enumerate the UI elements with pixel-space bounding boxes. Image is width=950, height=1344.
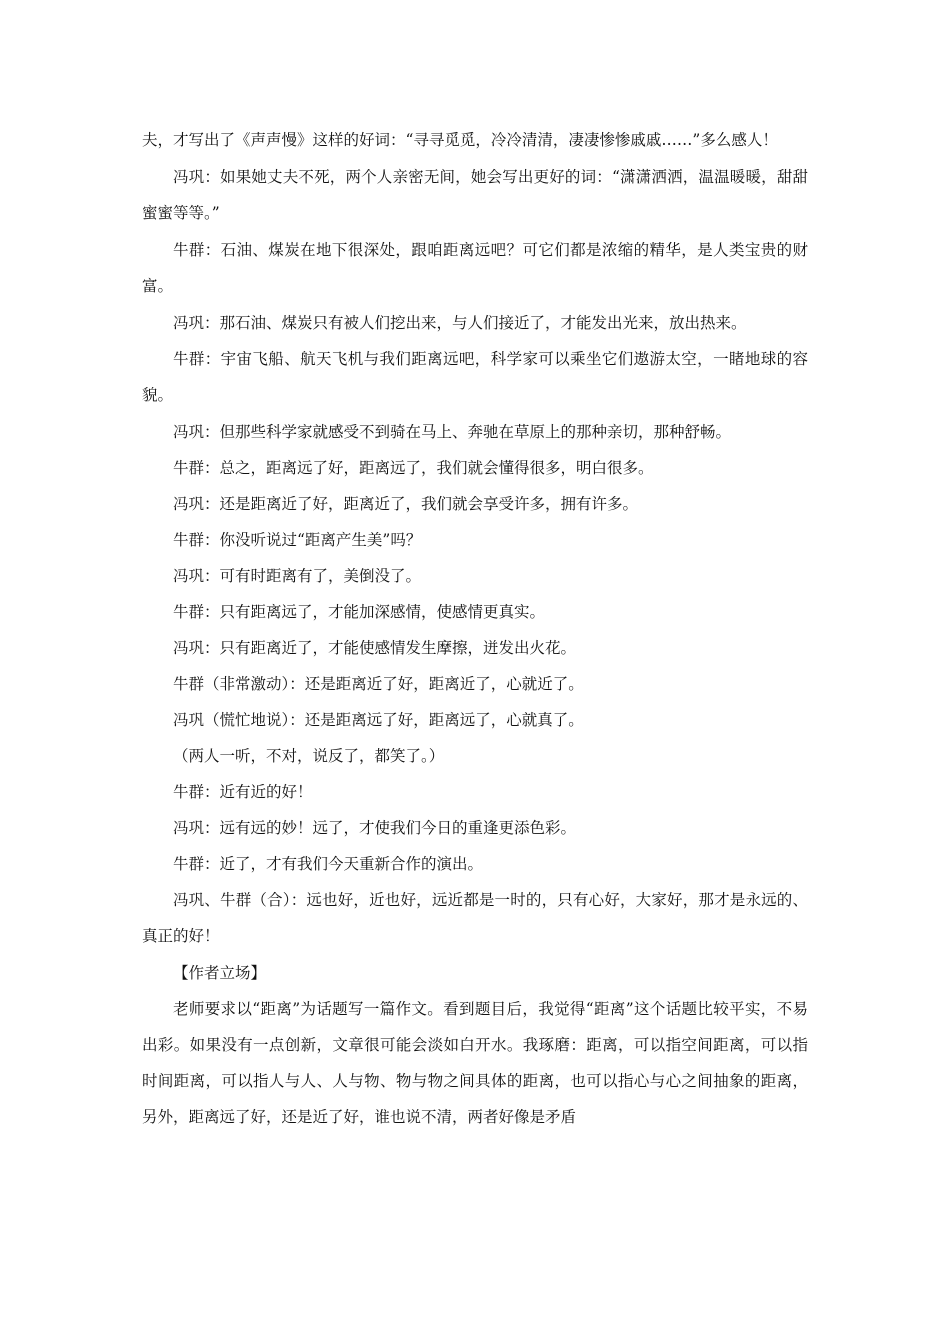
paragraph-19: 冯巩、牛群（合）：远也好，近也好，远近都是一时的，只有心好，大家好，那才是永远的、真正的好！ xyxy=(142,890,808,945)
paragraph-13: 牛群（非常激动）：还是距离近了好，距离近了，心就近了。 xyxy=(173,674,584,693)
paragraph-9: 牛群：你没听说过“距离产生美”吗？ xyxy=(173,530,422,549)
paragraph-21: 老师要求以“距离”为话题写一篇作文。看到题目后，我觉得“距离”这个话题比较平实，不易出彩。如果没有一点创新，文章很可能会淡如白开水。我琢磨：距离，可以指空间距离，可以指时间距离，可以指人与人、人与物、物与物之间具体的距离，也可以指心与心之间抽象的距离，另外，距离远了好，还是近了好，谁也说不清，两者好像是矛盾 xyxy=(142,999,808,1126)
paragraph-4: 冯巩：那石油、煤炭只有被人们挖出来，与人们接近了，才能发出光来，放出热来。 xyxy=(173,313,747,332)
document-body xyxy=(142,122,808,1135)
paragraph-2: 冯巩：如果她丈夫不死，两个人亲密无间，她会写出更好的词：“潇潇洒洒，温温暖暖，甜甜蜜蜜等等。” xyxy=(142,167,808,222)
paragraph-3: 牛群：石油、煤炭在地下很深处，跟咱距离远吧？可它们都是浓缩的精华，是人类宝贵的财富。 xyxy=(142,240,808,295)
paragraph-7: 牛群：总之，距离远了好，距离远了，我们就会懂得很多，明白很多。 xyxy=(173,458,654,477)
paragraph-16: 牛群：近有近的好！ xyxy=(173,782,313,801)
paragraph-5: 牛群：宇宙飞船、航天飞机与我们距离远吧，科学家可以乘坐它们遨游太空，一睹地球的容貌。 xyxy=(142,349,808,404)
paragraph-18: 牛群：近了，才有我们今天重新合作的演出。 xyxy=(173,854,484,873)
paragraph-17: 冯巩：远有远的妙！远了，才使我们今日的重逢更添色彩。 xyxy=(173,818,577,837)
paragraph-15: （两人一听，不对，说反了，都笑了。） xyxy=(173,746,445,765)
paragraph-6: 冯巩：但那些科学家就感受不到骑在马上、奔驰在草原上的那种亲切，那种舒畅。 xyxy=(173,422,732,441)
paragraph-14: 冯巩（慌忙地说）：还是距离远了好，距离远了，心就真了。 xyxy=(173,710,584,729)
paragraph-11: 牛群：只有距离远了，才能加深感情，使感情更真实。 xyxy=(173,602,546,621)
section-heading: 【作者立场】 xyxy=(173,963,267,982)
paragraph-1: 夫，才写出了《声声慢》这样的好词：“寻寻觅觅，冷冷清清，凄凄惨惨戚戚……”多么感人！ xyxy=(142,131,778,149)
paragraph-10: 冯巩：可有时距离有了，美倒没了。 xyxy=(173,566,422,585)
paragraph-8: 冯巩：还是距离近了好，距离近了，我们就会享受许多，拥有许多。 xyxy=(173,494,639,513)
paragraph-12: 冯巩：只有距离近了，才能使感情发生摩擦，迸发出火花。 xyxy=(173,638,577,657)
